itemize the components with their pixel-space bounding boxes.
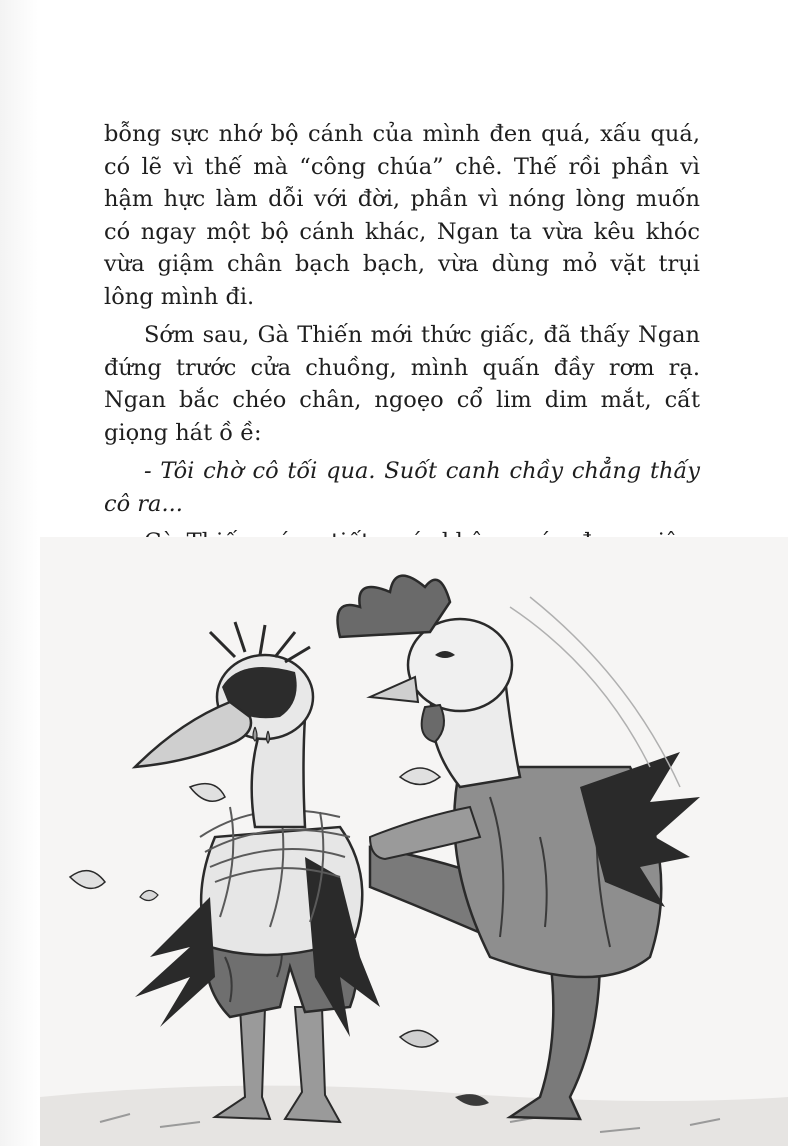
story-illustration	[40, 537, 788, 1146]
page-edge-shadow	[0, 0, 38, 1146]
rooster-wattle	[422, 705, 444, 742]
rooster-stand-leg	[510, 957, 600, 1119]
illustration-drawing	[40, 537, 788, 1146]
rooster-comb	[338, 576, 451, 637]
feather-4	[400, 1030, 438, 1047]
song-line-text: - Tôi chờ cô tối qua. Suốt canh chầy chẳng thấy cô ra...	[104, 458, 700, 517]
feather-2	[190, 784, 225, 802]
paragraph-2	[104, 319, 700, 449]
motion-lines	[510, 597, 680, 787]
song-line	[104, 455, 700, 520]
duck-bill	[135, 702, 251, 767]
paragraph-1-text: bỗng sực nhớ bộ cánh của mình đen quá, xấu quá, có lẽ vì thế mà “công chúa” chê. Thế rồi phần vì hậm hực làm dỗi với đời, phần vì nóng lòng muốn có ngay một bộ cánh khác, Ngan ta vừa kêu khóc vừa giậm chân bạch bạch, vừa dùng mỏ vặt trụi lông mình đi.	[104, 121, 700, 310]
rooster-beak	[370, 677, 418, 702]
paragraph-1	[104, 118, 700, 313]
feather-5	[140, 890, 158, 900]
feather-1	[70, 871, 105, 889]
feather-3	[400, 768, 440, 785]
duck-dark-feathers-left	[135, 897, 215, 1027]
rooster-figure	[338, 576, 701, 1119]
ground-shadow	[40, 1086, 788, 1146]
duck-figure	[135, 622, 380, 1122]
paragraph-2-text: Sớm sau, Gà Thiến mới thức giấc, đã thấy Ngan đứng trước cửa chuồng, mình quấn đầy rơm rạ. Ngan bắc chéo chân, ngoẹo cổ lim dim mắt, cất giọng hát ồ ề:	[104, 322, 700, 446]
